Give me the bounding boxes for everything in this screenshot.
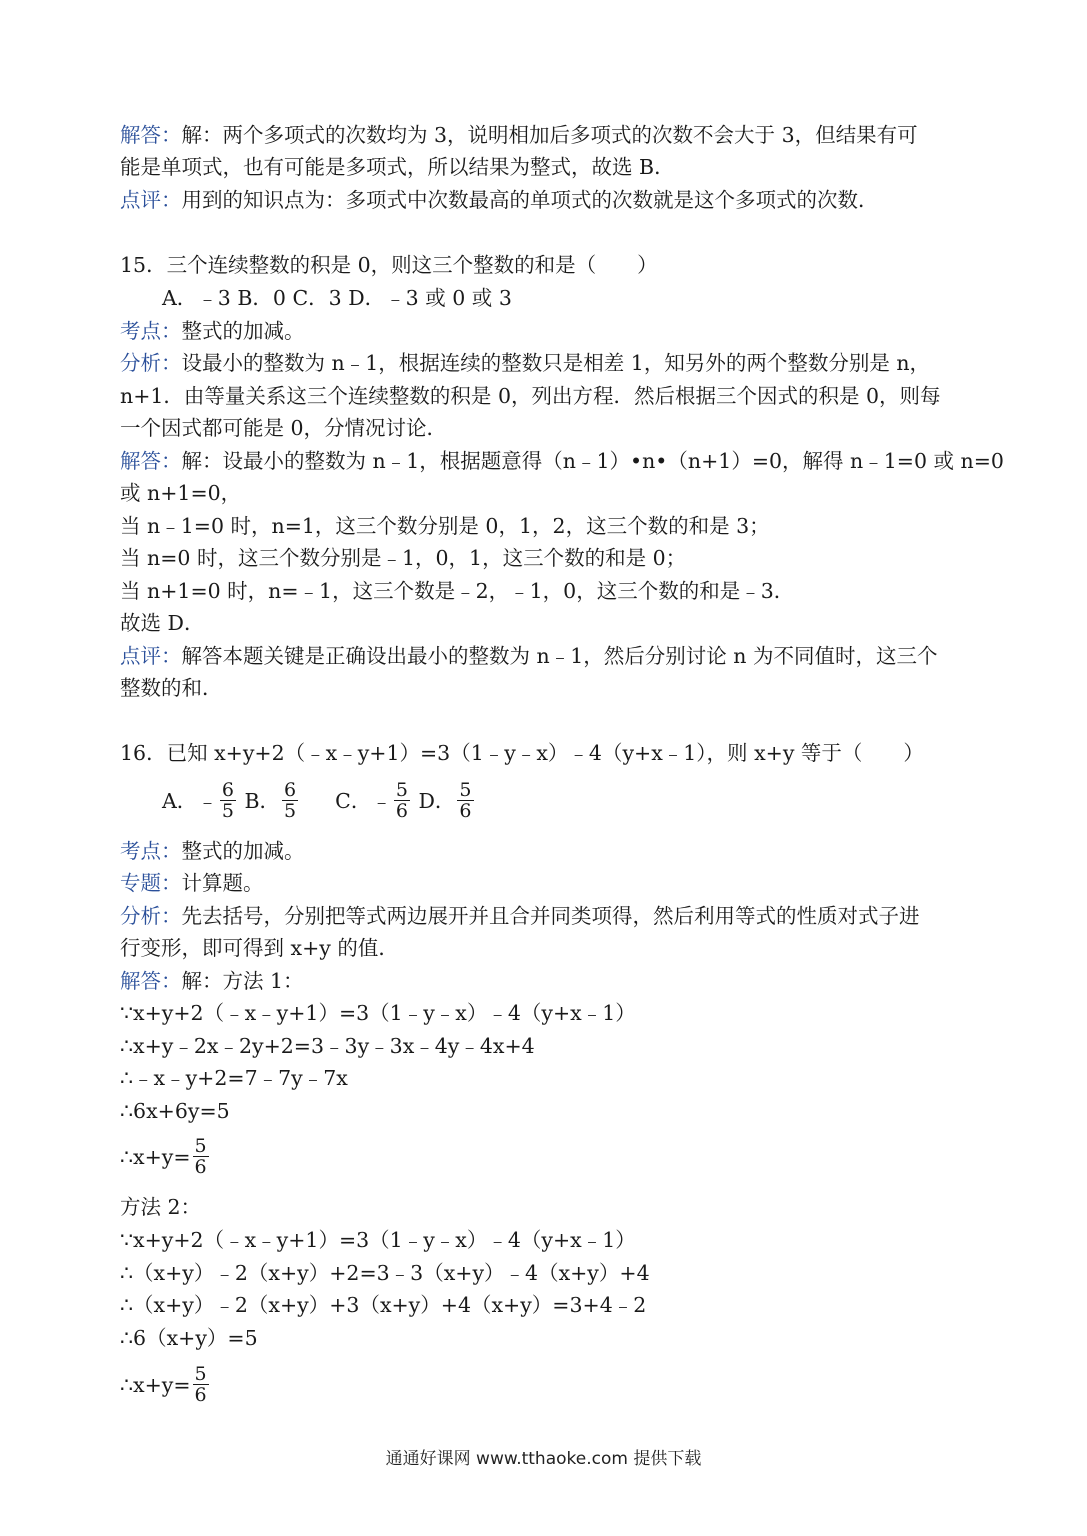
q16-stem: 16．已知 x+y+2（﹣x﹣y+1）=3（1﹣y﹣x）﹣4（y+x﹣1），则 x+y 等于（ ） [120,741,924,765]
comment-label: 点评： [120,644,182,668]
fraction: $\frac{6}{5}$ [284,779,297,822]
fraction: $\frac{5}{6}$ [194,1363,207,1406]
q15-fenxi-line-3: 一个因式都可能是 0，分情况讨论． [120,416,448,440]
q15-answer-line-2: 或 n+1=0， [120,481,242,505]
zhuanti-label: 专题： [120,871,182,895]
q15-answer-line-5: 当 n+1=0 时，n=﹣1，这三个数是﹣2，﹣1，0，这三个数的和是﹣3． [120,579,795,603]
q16-zhuanti: 专题：计算题。 [120,871,264,895]
q15-answer-line-1: 解答：解：设最小的整数为 n﹣1，根据题意得（n﹣1）•n•（n+1）=0，解得 n﹣1=0 或 n=0 [120,449,1004,473]
fenxi-label: 分析： [120,904,182,928]
q15-answer-line-4: 当 n=0 时，这三个数分别是﹣1，0，1，这三个数的和是 0； [120,546,687,570]
q15-answer-line-6: 故选 D． [120,611,205,635]
q16-method1-line-4: ∴6x+6y=5 [120,1099,230,1123]
prev-answer-line-2: 能是单项式，也有可能是多项式，所以结果为整式，故选 B． [120,155,675,179]
fenxi-label: 分析： [120,351,182,375]
fraction: $\frac{5}{6}$ [395,779,408,822]
q15-stem: 15．三个连续整数的积是 0，则这三个整数的和是（ ） [120,253,658,277]
q16-options [162,774,476,828]
comment-label: 点评： [120,188,182,212]
q16-method1-line-5: ∴x+y= $\frac{5}{6}$ [120,1135,207,1178]
option-b: B． [244,789,281,813]
q15-fenxi-line-1: 分析：设最小的整数为 n﹣1，根据连续的整数只是相差 1，知另外的两个整数分别是 n， [120,351,931,375]
answer-label: 解答： [120,969,182,993]
q16-method2-line-3: ∴（x+y）﹣2（x+y）+3（x+y）+4（x+y）=3+4﹣2 [120,1293,647,1317]
prev-answer-line-1: 解答：解：两个多项式的次数均为 3，说明相加后多项式的次数不会大于 3，但结果有可 [120,123,918,147]
q16-fenxi-line-2: 行变形，即可得到 x+y 的值． [120,936,399,960]
q16-answer-head: 解答：解：方法 1： [120,969,304,993]
q15-fenxi-line-2: n+1．由等量关系这三个连续整数的积是 0，列出方程．然后根据三个因式的积是 0，则每 [120,384,941,408]
option-c: C．﹣ [335,789,392,813]
q16-method2-line-5: ∴x+y= $\frac{5}{6}$ [120,1363,207,1406]
q16-method2-line-4: ∴6（x+y）=5 [120,1326,258,1350]
fraction: $\frac{5}{6}$ [459,779,472,822]
q15-answer-line-3: 当 n﹣1=0 时，n=1，这三个数分别是 0，1，2，这三个数的和是 3； [120,514,770,538]
answer-label: 解答： [120,449,182,473]
kaodian-label: 考点： [120,319,182,343]
fraction: $\frac{6}{5}$ [221,779,234,822]
fraction: $\frac{5}{6}$ [194,1135,207,1178]
q16-method2-line-1: ∵x+y+2（﹣x﹣y+1）=3（1﹣y﹣x）﹣4（y+x﹣1） [120,1228,636,1252]
q16-method1-line-2: ∴x+y﹣2x﹣2y+2=3﹣3y﹣3x﹣4y﹣4x+4 [120,1034,535,1058]
prev-comment-line: 点评：用到的知识点为：多项式中次数最高的单项式的次数就是这个多项式的次数． [120,188,879,212]
q16-method2-head: 方法 2： [120,1195,202,1219]
q16-method1-line-1: ∵x+y+2（﹣x﹣y+1）=3（1﹣y﹣x）﹣4（y+x﹣1） [120,1001,636,1025]
q15-comment-line-2: 整数的和． [120,676,223,700]
q15-comment-line-1: 点评：解答本题关键是正确设出最小的整数为 n﹣1，然后分别讨论 n 为不同值时，这三个 [120,644,938,668]
option-d: D． [418,789,456,813]
q16-method1-line-3: ∴﹣x﹣y+2=7﹣7y﹣7x [120,1066,348,1090]
q15-options: A．﹣3 B．0 C．3 D．﹣3 或 0 或 3 [162,286,512,310]
q15-kaodian: 考点：整式的加减。 [120,319,305,343]
q16-kaodian: 考点：整式的加减。 [120,839,305,863]
option-a: A．﹣ [162,789,218,813]
answer-label: 解答： [120,123,182,147]
kaodian-label: 考点： [120,839,182,863]
page-footer: 通通好课网 www.tthaoke.com 提供下载 [385,1449,702,1469]
q16-method2-line-2: ∴（x+y）﹣2（x+y）+2=3﹣3（x+y）﹣4（x+y）+4 [120,1261,650,1285]
q16-fenxi-line-1: 分析：先去括号，分别把等式两边展开并且合并同类项得，然后利用等式的性质对式子进 [120,904,920,928]
